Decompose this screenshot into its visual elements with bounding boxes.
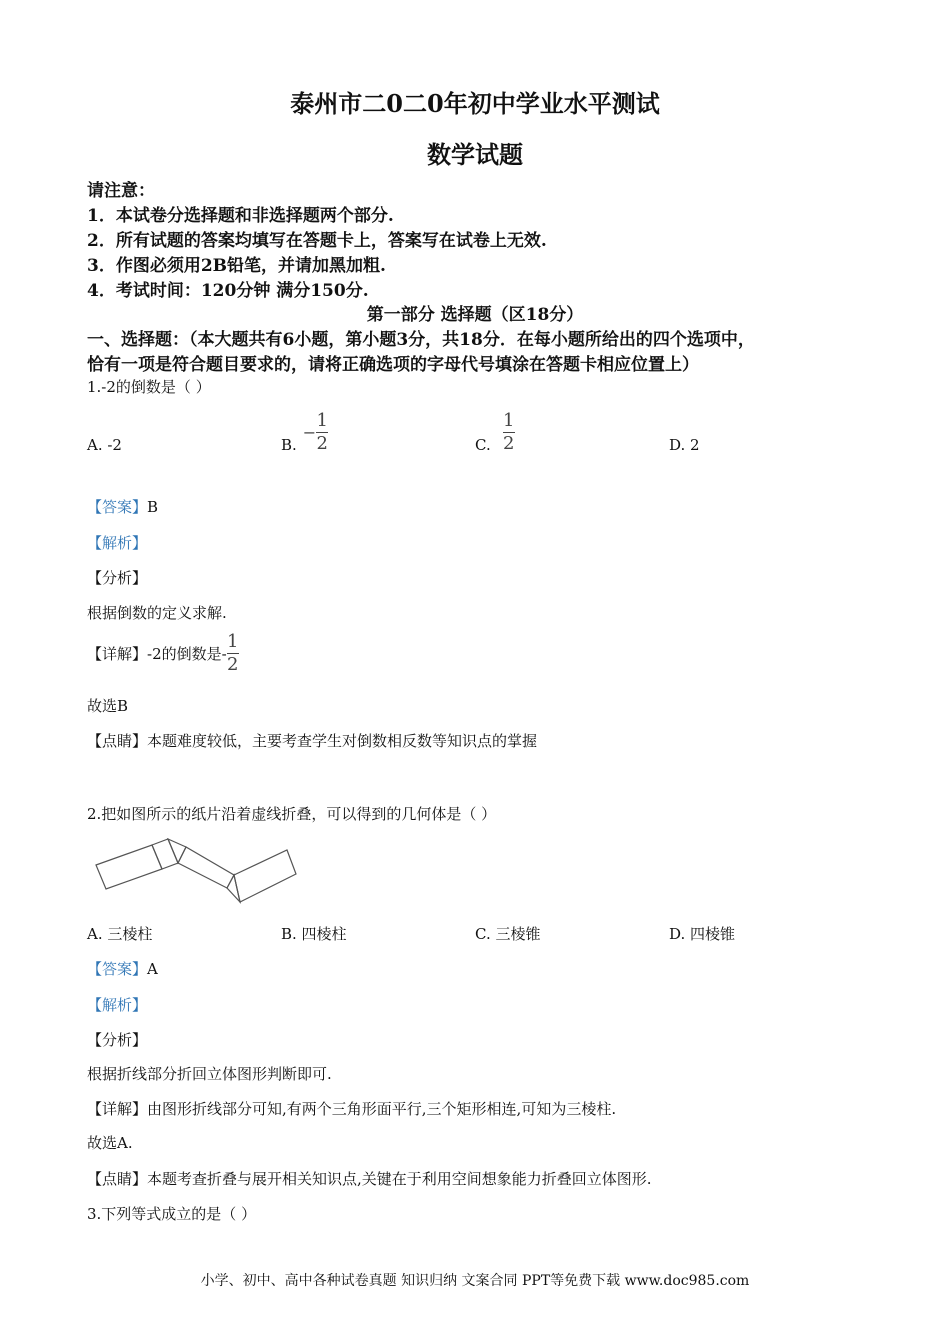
q1-answer	[87, 496, 158, 517]
q1-option-c-label: C.	[475, 436, 491, 454]
notice-heading: 请注意：	[87, 181, 155, 201]
net-rectangle-1	[96, 845, 162, 889]
q1-option-b-numerator: 1	[316, 409, 328, 431]
q2-option-c: C. 三棱锥	[475, 925, 541, 943]
q2-xiangjie	[87, 1098, 616, 1119]
q2-stem: 2.把如图所示的纸片沿着虚线折叠，可以得到的几何体是（ ）	[87, 805, 497, 823]
page-footer: 小学、初中、高中各种试卷真题 知识归纳 文案合同 PPT等免费下载 www.doc985.com	[200, 1273, 750, 1289]
q1-option-d: D. 2	[669, 436, 700, 454]
notice-item-4: 4．考试时间：120分钟 满分150分.	[87, 281, 369, 301]
answer-tag: 【答案】	[87, 498, 148, 516]
q2-fenxi-text: 根据折线部分折回立体图形判断即可.	[87, 1065, 332, 1083]
q2-fenxi-tag: 【分析】	[87, 1031, 148, 1049]
q1-dianjing	[87, 730, 537, 751]
q2-option-a: A. 三棱柱	[87, 925, 153, 943]
xiangjie-text: 由图形折线部分可知,有两个三角形面平行,三个矩形相连,可知为三棱柱.	[147, 1100, 617, 1118]
net-rectangle-3	[234, 850, 296, 902]
q1-jiexi-tag: 【解析】	[87, 534, 148, 552]
q2-dianjing	[87, 1168, 652, 1189]
q2-guxuan: 故选A.	[87, 1134, 133, 1152]
net-rectangle-middle	[178, 847, 234, 888]
answer-value: B	[147, 498, 159, 516]
notice-item-2: 2．所有试题的答案均填写在答题卡上，答案写在试卷上无效.	[87, 231, 547, 251]
q1-fenxi-tag: 【分析】	[87, 569, 148, 587]
q2-answer	[87, 958, 158, 979]
q1-option-b	[281, 410, 328, 454]
q2-option-b: B. 四棱柱	[281, 925, 347, 943]
dianjing-tag: 【点睛】	[87, 732, 148, 750]
part-heading: 第一部分 选择题（区18分）	[366, 305, 584, 325]
q1-option-b-fraction	[316, 409, 328, 454]
net-triangle-bottom	[227, 875, 240, 902]
dianjing-text: 本题考查折叠与展开相关知识点,关键在于利用空间想象能力折叠回立体图形.	[147, 1170, 652, 1188]
q1-option-c-denominator: 2	[502, 432, 515, 454]
q1-stem: 1.-2的倒数是（ ）	[87, 378, 211, 396]
dianjing-tag: 【点睛】	[87, 1170, 148, 1188]
q1-option-c-fraction	[502, 409, 515, 454]
folding-net-figure	[95, 836, 300, 906]
net-triangle-top	[168, 839, 186, 863]
notice-item-3: 3．作图必须用2B铅笔，并请加黑加粗.	[87, 256, 386, 276]
q2-jiexi-tag: 【解析】	[87, 996, 148, 1014]
q1-option-b-label: B.	[281, 436, 297, 454]
xiangjie-fraction	[227, 633, 239, 674]
answer-value: A	[147, 960, 158, 978]
dianjing-text: 本题难度较低，主要考查学生对倒数相反数等知识点的掌握	[147, 732, 538, 750]
notice-item-1: 1．本试卷分选择题和非选择题两个部分.	[87, 206, 394, 226]
q1-option-c	[475, 410, 515, 454]
q1-option-b-sign: −	[302, 422, 317, 442]
xiangjie-denominator: 2	[226, 654, 239, 675]
xiangjie-numerator: 1	[226, 631, 239, 652]
exam-title: 泰州市二0二0年初中学业水平测试	[290, 89, 660, 118]
section-heading-line2: 恰有一项是符合题目要求的，请将正确选项的字母代号填涂在答题卡相应位置上）	[87, 355, 699, 375]
q3-stem: 3.下列等式成立的是（ ）	[87, 1205, 257, 1223]
q1-guxuan: 故选B	[87, 697, 129, 715]
q1-fenxi-text: 根据倒数的定义求解.	[87, 604, 227, 622]
xiangjie-text: -2的倒数是-	[147, 645, 227, 663]
answer-tag: 【答案】	[87, 960, 148, 978]
xiangjie-tag: 【详解】	[87, 1100, 148, 1118]
section-heading-line1: 一、选择题：（本大题共有6小题，第小题3分，共18分．在每小题所给出的四个选项中，	[87, 330, 755, 350]
xiangjie-tag: 【详解】	[87, 645, 148, 663]
exam-subtitle: 数学试题	[427, 140, 523, 169]
q1-xiangjie	[87, 633, 239, 674]
q1-option-c-numerator: 1	[502, 409, 515, 431]
q1-option-b-denominator: 2	[316, 432, 328, 454]
q1-option-a: A. -2	[87, 436, 122, 454]
q2-option-d: D. 四棱锥	[669, 925, 736, 943]
